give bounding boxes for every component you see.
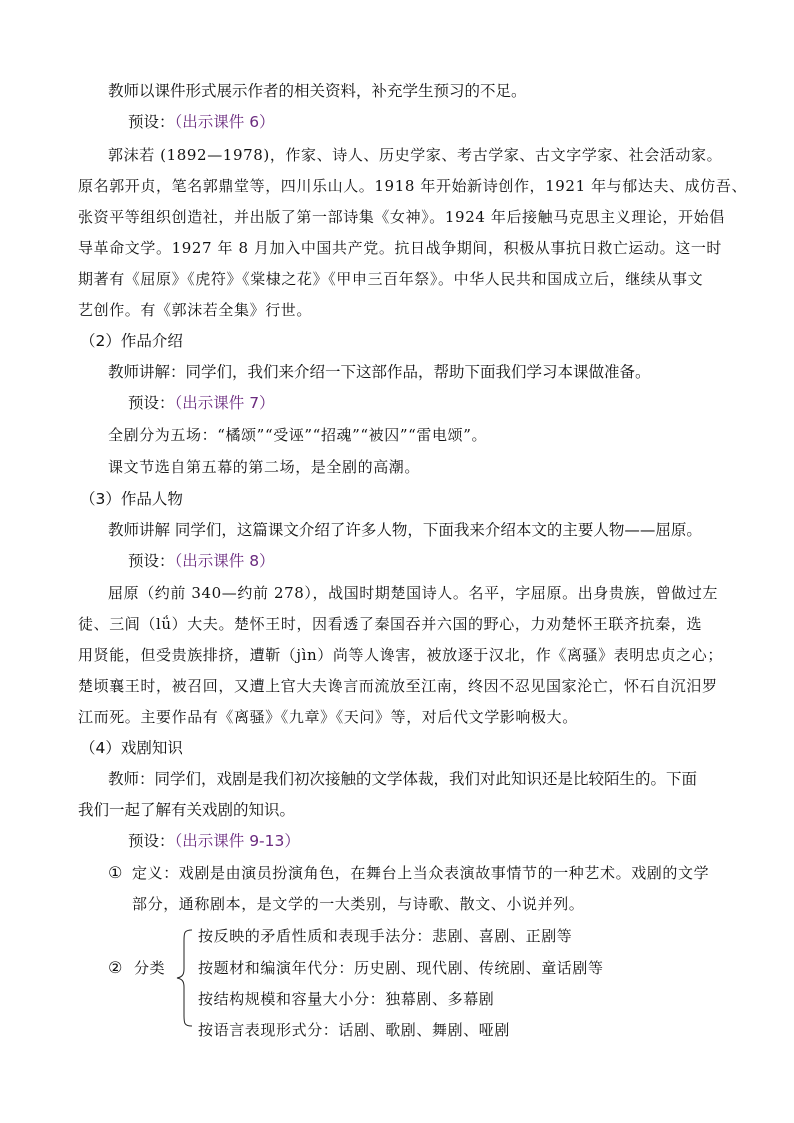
author-bio-line: 郭沫若 (1892—1978)，作家、诗人、历史学家、考古学家、古文字学家、社会活动家。 — [108, 146, 723, 164]
section-heading: （4）戏剧知识 — [80, 739, 183, 757]
preset-label: 预设： — [128, 832, 175, 850]
section3-line: 楚顷襄王时，被召回，又遭上官大夫谗言而流放至江南，终因不忍见国家沦亡，怀石自沉汨罗 — [78, 677, 718, 695]
brace-icon — [176, 929, 194, 1027]
section3-teacher-line: 教师讲解 同学们，这篇课文介绍了许多人物，下面我来介绍本文的主要人物——屈原。 — [108, 521, 702, 539]
section3-preset — [128, 550, 275, 572]
definition-marker: ① — [108, 863, 123, 882]
section3-line: 屈原（约前 340—约前 278），战国时期楚国诗人。名平，字屈原。出身贵族，曾做过左 — [108, 584, 719, 602]
section2-preset — [128, 392, 275, 414]
section-heading: （2）作品介绍 — [80, 332, 183, 350]
author-bio-line: 期著有《屈原》《虎符》《棠棣之花》《甲申三百年祭》。中华人民共和国成立后，继续从事文 — [78, 270, 704, 288]
courseware-ref: （出示课件 7） — [174, 394, 275, 412]
author-bio-line: 艺创作。有《郭沫若全集》行世。 — [78, 301, 313, 319]
preset-label: 预设： — [128, 394, 175, 412]
intro-teacher-line: 教师以课件形式展示作者的相关资料，补充学生预习的不足。 — [108, 82, 527, 100]
courseware-ref: （出示课件 6） — [174, 113, 275, 131]
definition-line: 部分，通称剧本，是文学的一大类别，与诗歌、散文、小说并列。 — [132, 895, 585, 913]
classification-item: 按题材和编演年代分：历史剧、现代剧、传统剧、童话剧等 — [198, 959, 604, 977]
section4-teacher-line: 教师：同学们，戏剧是我们初次接触的文学体裁，我们对此知识还是比较陌生的。下面 — [108, 770, 698, 788]
definition-line: 定义：戏剧是由演员扮演角色，在舞台上当众表演故事情节的一种艺术。戏剧的文学 — [132, 864, 710, 882]
section-heading: （3）作品人物 — [80, 490, 183, 508]
intro-preset — [128, 111, 275, 133]
preset-label: 预设： — [128, 552, 175, 570]
author-bio-line: 原名郭开贞，笔名郭鼎堂等，四川乐山人。1918 年开始新诗创作，1921 年与郁达夫、成仿吾、 — [78, 177, 748, 195]
section2-line: 全剧分为五场：“橘颂”“受诬”“招魂”“被囚”“雷电颂”。 — [108, 426, 488, 444]
section3-line: 徒、三闾（lǘ）大夫。楚怀王时，因看透了秦国吞并六国的野心，力劝楚怀王联齐抗秦，选 — [78, 615, 703, 633]
classification-label: 分类 — [134, 959, 166, 977]
preset-label: 预设： — [128, 113, 175, 131]
section3-line: 江而死。主要作品有《离骚》《九章》《天问》等，对后代文学影响极大。 — [78, 708, 578, 726]
author-bio-line: 张资平等组织创造社，并出版了第一部诗集《女神》。1924 年后接触马克思主义理论，开始倡 — [78, 208, 725, 226]
section3-line: 用贤能，但受贵族排挤，遭靳（jìn）尚等人谗害，被放逐于汉北，作《离骚》表明忠贞之心； — [78, 646, 723, 664]
courseware-ref: （出示课件 9-13） — [174, 832, 300, 850]
classification-marker: ② — [108, 958, 123, 977]
classification-item: 按结构规模和容量大小分：独幕剧、多幕剧 — [198, 990, 495, 1008]
section2-teacher-line: 教师讲解：同学们，我们来介绍一下这部作品，帮助下面我们学习本课做准备。 — [108, 363, 651, 381]
section4-preset — [128, 830, 300, 852]
classification-item: 按语言表现形式分：话剧、歌剧、舞剧、哑剧 — [198, 1021, 511, 1039]
author-bio-line: 导革命文学。1927 年 8 月加入中国共产党。抗日战争期间，积极从事抗日救亡运动。这一时 — [78, 239, 723, 257]
section4-teacher-line: 我们一起了解有关戏剧的知识。 — [78, 801, 296, 819]
courseware-ref: （出示课件 8） — [174, 552, 275, 570]
section2-line: 课文节选自第五幕的第二场，是全剧的高潮。 — [108, 458, 421, 476]
classification-item: 按反映的矛盾性质和表现手法分：悲剧、喜剧、正剧等 — [198, 927, 573, 945]
